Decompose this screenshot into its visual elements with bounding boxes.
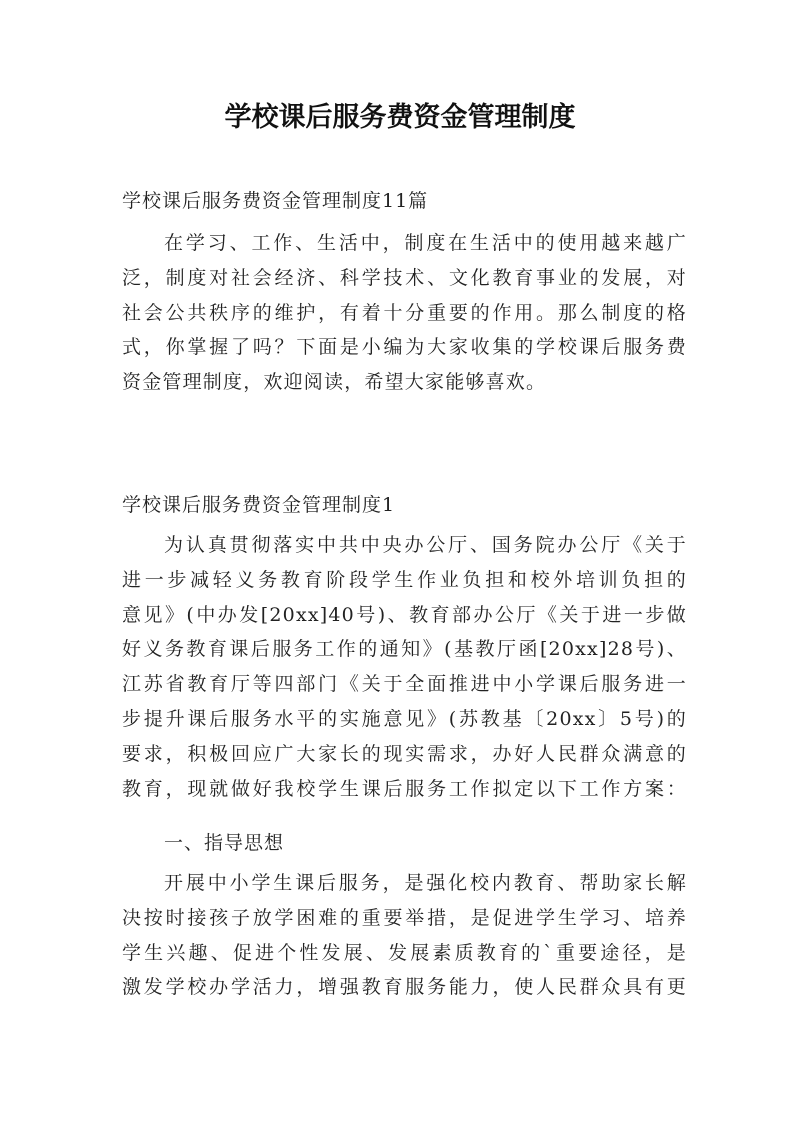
- section1-paragraph: [122, 528, 687, 806]
- intro-paragraph: [122, 226, 687, 400]
- subsection-heading: 一、指导思想: [164, 832, 285, 854]
- paragraph-line: 要求，积极回应广大家长的现实需求，办好人民群众满意的: [122, 742, 687, 765]
- paragraph-line: 决按时接孩子放学困难的重要举措，是促进学生学习、培养: [122, 906, 687, 929]
- paragraph-line: 开展中小学生课后服务，是强化校内教育、帮助家长解: [164, 872, 687, 894]
- paragraph-line: 激发学校办学活力，增强教育服务能力，使人民群众具有更: [122, 976, 687, 999]
- intro-line: 资金管理制度，欢迎阅读，希望大家能够喜欢。: [122, 371, 547, 394]
- paragraph-line: 教育，现就做好我校学生课后服务工作拟定以下工作方案：: [122, 777, 687, 800]
- document-subtitle: 学校课后服务费资金管理制度11篇: [122, 190, 429, 212]
- paragraph-line: 步提升课后服务水平的实施意见》(苏教基〔20xx〕5号)的: [122, 707, 687, 730]
- intro-line: 泛，制度对社会经济、科学技术、文化教育事业的发展，对: [122, 266, 687, 289]
- section2-paragraph: [122, 866, 687, 1005]
- paragraph-line: 江苏省教育厅等四部门《关于全面推进中小学课后服务进一: [122, 673, 687, 696]
- intro-line: 在学习、工作、生活中，制度在生活中的使用越来越广: [164, 232, 687, 254]
- document-title: 学校课后服务费资金管理制度: [224, 102, 576, 133]
- paragraph-line: 为认真贯彻落实中共中央办公厅、国务院办公厅《关于: [164, 534, 687, 556]
- intro-line: 式，你掌握了吗？下面是小编为大家收集的学校课后服务费: [122, 336, 687, 359]
- paragraph-line: 学生兴趣、促进个性发展、发展素质教育的`重要途径，是: [122, 941, 687, 964]
- paragraph-line: 进一步减轻义务教育阶段学生作业负担和校外培训负担的: [122, 568, 687, 591]
- paragraph-line: 好义务教育课后服务工作的通知》(基教厅函[20xx]28号)、: [122, 638, 687, 661]
- paragraph-line: 意见》(中办发[20xx]40号)、教育部办公厅《关于进一步做: [122, 603, 687, 626]
- intro-line: 社会公共秩序的维护，有着十分重要的作用。那么制度的格: [122, 301, 687, 324]
- section-heading: 学校课后服务费资金管理制度1: [122, 494, 396, 516]
